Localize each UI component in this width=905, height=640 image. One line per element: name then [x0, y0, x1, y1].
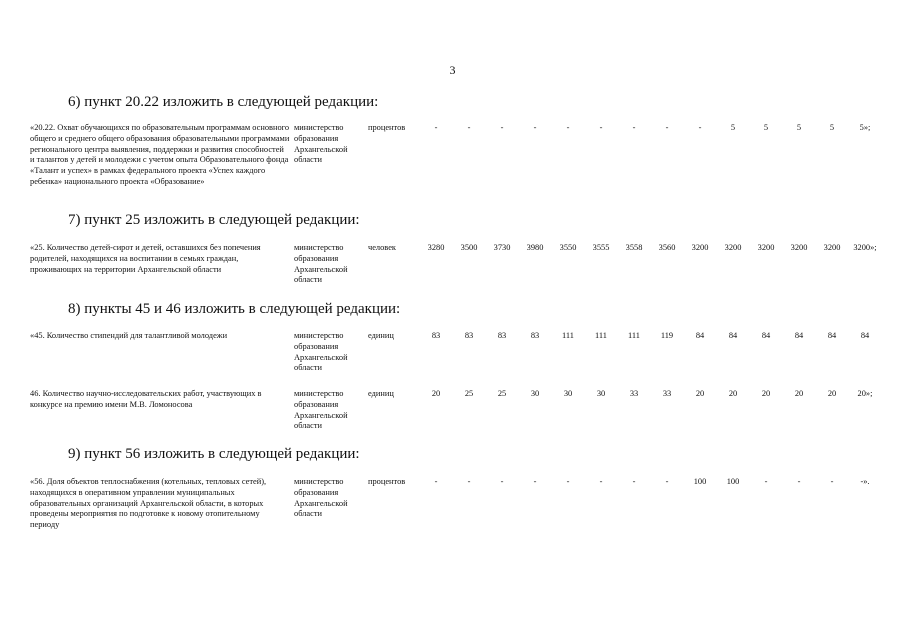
value-cell: 84: [728, 331, 738, 340]
value-cell: -: [533, 477, 537, 486]
value-cell: -: [566, 123, 570, 132]
row-unit: человек: [368, 243, 396, 252]
row-ministry: министерство образования Архангельской области: [294, 331, 348, 373]
value-cell: 84: [761, 331, 771, 340]
value-cell: 3200: [823, 243, 841, 252]
value-cell: -: [599, 477, 603, 486]
value-cell: -: [797, 477, 801, 486]
value-cell: -: [632, 123, 636, 132]
value-cell: -: [434, 123, 438, 132]
value-cell: -: [665, 477, 669, 486]
value-cell: 5»;: [859, 123, 871, 132]
value-cell: 33: [629, 389, 639, 398]
value-cell: 3980: [526, 243, 544, 252]
value-cell: 84: [860, 331, 870, 340]
value-cell: 5: [796, 123, 802, 132]
value-cell: 100: [726, 477, 740, 486]
value-cell: -: [665, 123, 669, 132]
value-cell: 83: [530, 331, 540, 340]
value-cell: 33: [662, 389, 672, 398]
value-cell: 20: [794, 389, 804, 398]
row-ministry: министерство образования Архангельской области: [294, 123, 348, 165]
section-heading-6: 6) пункт 20.22 изложить в следующей редакции:: [68, 94, 379, 110]
row-unit: единиц: [368, 331, 394, 340]
value-cell: -: [764, 477, 768, 486]
value-cell: 83: [431, 331, 441, 340]
value-cell: 3730: [493, 243, 511, 252]
value-cell: 20: [728, 389, 738, 398]
value-cell: -: [632, 477, 636, 486]
value-cell: 5: [763, 123, 769, 132]
value-cell: 83: [464, 331, 474, 340]
row-description: 46. Количество научно-исследовательских работ, участвующих в конкурсе на премию имени М.В. Ломоносова: [30, 389, 262, 409]
value-cell: 111: [595, 331, 607, 340]
value-cell: 3550: [559, 243, 577, 252]
value-cell: -».: [860, 477, 870, 486]
value-cell: 3555: [592, 243, 610, 252]
value-cell: -: [434, 477, 438, 486]
value-cell: 111: [628, 331, 640, 340]
value-cell: 20: [431, 389, 441, 398]
value-cell: 83: [497, 331, 507, 340]
row-description: «25. Количество детей-сирот и детей, оставшихся без попечения родителей, находящихся на воспитании в семьях граждан, проживающих на территории Архангельской области: [30, 243, 261, 274]
value-cell: 3200: [724, 243, 742, 252]
row-unit: единиц: [368, 389, 394, 398]
page-number: 3: [449, 63, 456, 77]
value-cell: 3200: [757, 243, 775, 252]
row-ministry: министерство образования Архангельской области: [294, 477, 348, 519]
value-cell: 25: [497, 389, 507, 398]
value-cell: 119: [660, 331, 674, 340]
value-cell: 84: [695, 331, 705, 340]
value-cell: -: [698, 123, 702, 132]
value-cell: 30: [596, 389, 606, 398]
row-unit: процентов: [368, 477, 406, 486]
value-cell: -: [599, 123, 603, 132]
row-unit: процентов: [368, 123, 406, 132]
value-cell: 3200»;: [853, 243, 877, 252]
value-cell: 30: [563, 389, 573, 398]
value-cell: 20: [827, 389, 837, 398]
row-description: «45. Количество стипендий для талантливой молодежи: [30, 331, 228, 340]
value-cell: 3560: [658, 243, 676, 252]
value-cell: 3558: [625, 243, 643, 252]
value-cell: 20: [761, 389, 771, 398]
section-heading-8: 8) пункты 45 и 46 изложить в следующей редакции:: [68, 301, 401, 317]
value-cell: -: [467, 123, 471, 132]
value-cell: 100: [693, 477, 707, 486]
row-ministry: министерство образования Архангельской области: [294, 389, 348, 431]
value-cell: 111: [562, 331, 574, 340]
value-cell: 25: [464, 389, 474, 398]
value-cell: -: [500, 123, 504, 132]
value-cell: 20: [695, 389, 705, 398]
value-cell: -: [566, 477, 570, 486]
value-cell: -: [830, 477, 834, 486]
row-ministry: министерство образования Архангельской области: [294, 243, 348, 285]
value-cell: 84: [794, 331, 804, 340]
value-cell: -: [533, 123, 537, 132]
value-cell: 5: [730, 123, 736, 132]
value-cell: 3500: [460, 243, 478, 252]
value-cell: 3200: [691, 243, 709, 252]
value-cell: -: [500, 477, 504, 486]
row-description: «20.22. Охват обучающихся по образовательным программам основного общего и среднего общего образования образовательными программами регионального центра выявления, поддержки и развития способностей и талантов у детей и молодежи с учетом опыта Образовательного фонда «Талант и успех» в рамках федерального проекта «Успех каждого ребенка» национального проекта «Образование»: [30, 123, 290, 186]
value-cell: 3200: [790, 243, 808, 252]
value-cell: 20»;: [857, 389, 873, 398]
value-cell: 5: [829, 123, 835, 132]
value-cell: 3280: [427, 243, 445, 252]
row-description: «56. Доля объектов теплоснабжения (котельных, тепловых сетей), находящихся в оперативном управлении муниципальных образовательных организаций Архангельской области, в которых проведены мероприятия по подготовке к новому отопительному периоду: [30, 477, 267, 530]
value-cell: -: [467, 477, 471, 486]
value-cell: 30: [530, 389, 540, 398]
value-cell: 84: [827, 331, 837, 340]
section-heading-9: 9) пункт 56 изложить в следующей редакции:: [68, 446, 360, 462]
section-heading-7: 7) пункт 25 изложить в следующей редакции:: [68, 212, 360, 228]
